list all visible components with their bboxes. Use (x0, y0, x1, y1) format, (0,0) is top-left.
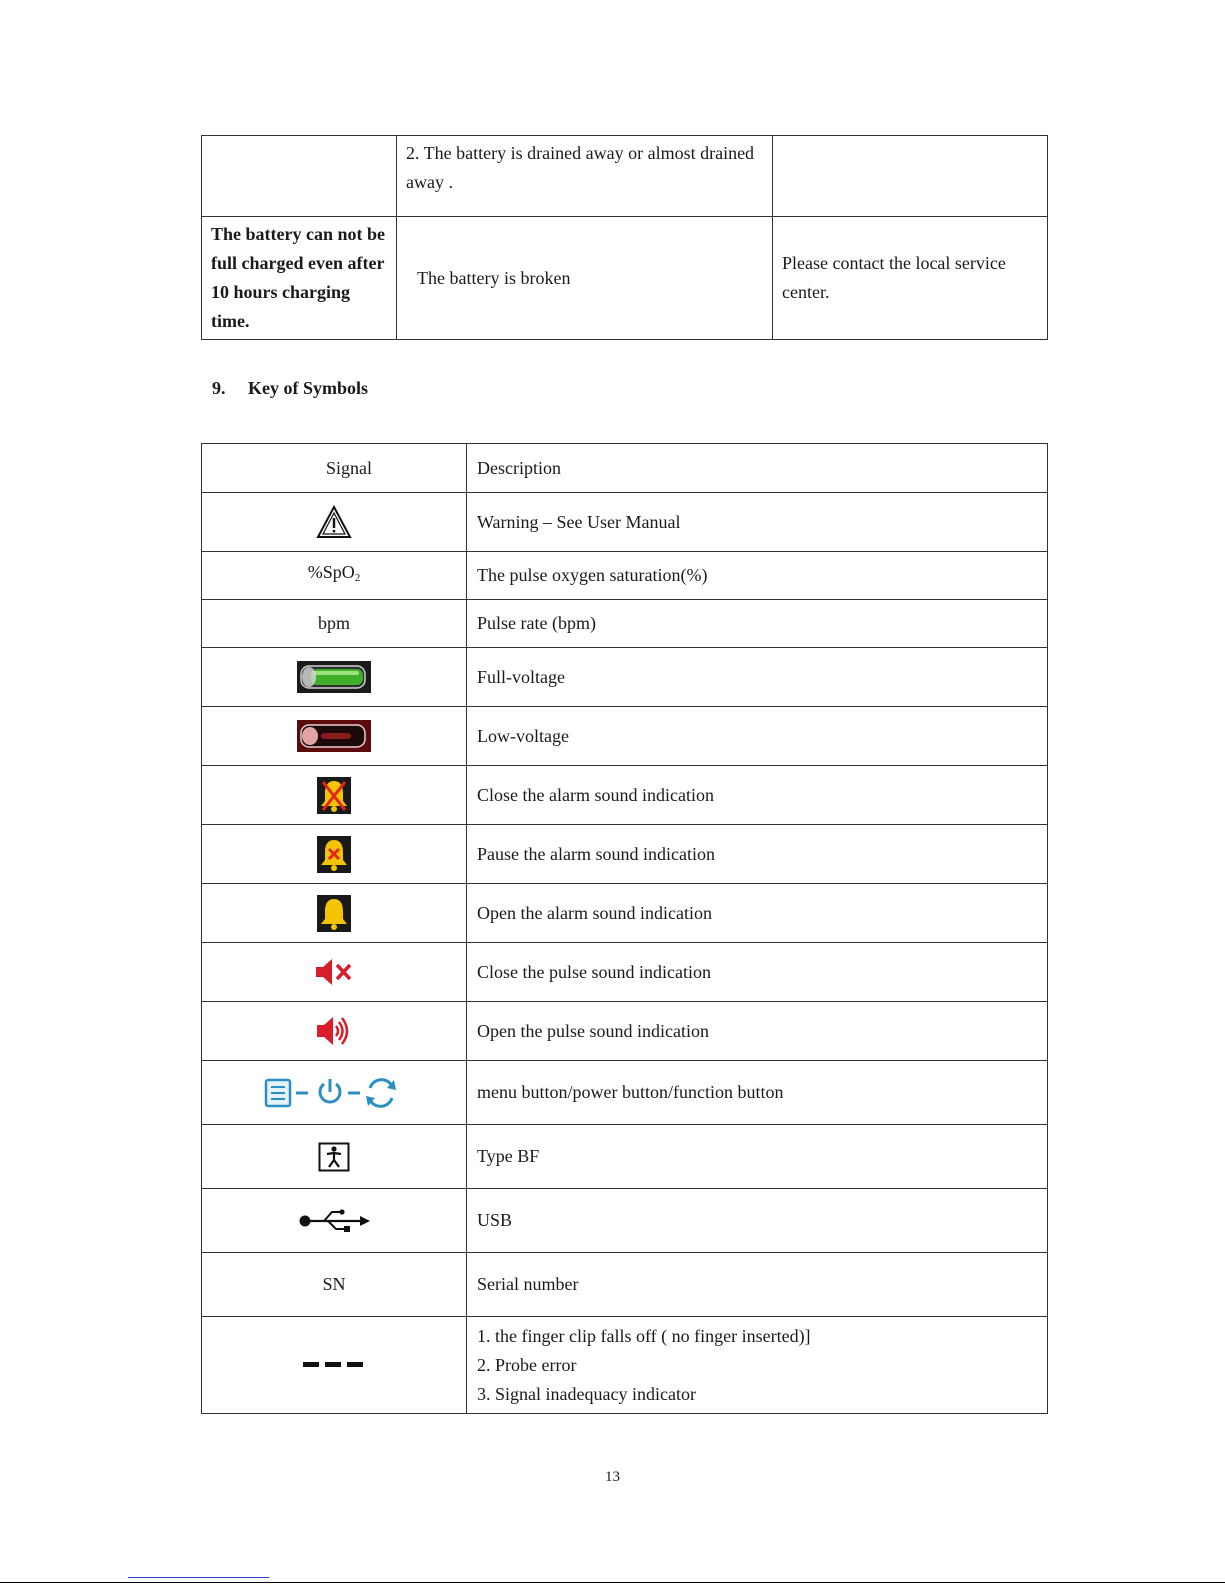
description-line: 2. Probe error (477, 1354, 577, 1375)
description-cell: Open the pulse sound indication (467, 1002, 1048, 1061)
symbol-row (202, 648, 1048, 707)
signal-cell (202, 884, 467, 943)
symbol-row (202, 825, 1048, 884)
section-number: 9. (212, 378, 226, 398)
description-cell: Low-voltage (467, 707, 1048, 766)
battery-low-icon (297, 720, 371, 752)
symbols-header-row (202, 444, 1048, 493)
signal-header: Signal (202, 444, 467, 493)
description-line: 3. Signal inadequacy indicator (477, 1383, 696, 1404)
description-cell: Open the alarm sound indication (467, 884, 1048, 943)
symbol-row (202, 1125, 1048, 1189)
signal-cell (202, 707, 467, 766)
signal-cell (202, 1189, 467, 1253)
symbol-row (202, 600, 1048, 648)
dashes-icon (303, 1361, 365, 1369)
symbol-row (202, 1002, 1048, 1061)
symbol-row (202, 1253, 1048, 1317)
description-cell: Pulse rate (bpm) (467, 600, 1048, 648)
battery-full-icon (297, 661, 371, 693)
signal-cell (202, 766, 467, 825)
alarm-closed-icon (317, 777, 351, 814)
symbol-row (202, 766, 1048, 825)
symbols-table (201, 443, 1048, 1414)
cause-cell: The battery is broken (397, 217, 773, 340)
alarm-paused-icon (317, 836, 351, 873)
problem-cell: The battery can not be full charged even after 10 hours charging time. (202, 217, 397, 340)
signal-cell (202, 1317, 467, 1414)
signal-cell (202, 943, 467, 1002)
symbol-row (202, 943, 1048, 1002)
section-heading (212, 378, 368, 399)
description-cell: USB (467, 1189, 1048, 1253)
description-cell: Full-voltage (467, 648, 1048, 707)
page-number: 13 (605, 1469, 620, 1485)
troubleshooting-table (201, 135, 1048, 340)
type-bf-icon (318, 1142, 350, 1172)
warning-triangle-icon (316, 505, 352, 539)
problem-cell (202, 136, 397, 217)
description-line: 1. the finger clip falls off ( no finger inserted)] (477, 1325, 811, 1346)
pulse-sound-on-icon (315, 1013, 353, 1049)
symbol-row (202, 1189, 1048, 1253)
footer-link-underline (128, 1577, 269, 1578)
section-title: Key of Symbols (248, 378, 369, 398)
cause-cell: 2. The battery is drained away or almost drained away . (397, 136, 773, 217)
spo2-subscript: 2 (354, 572, 361, 584)
description-cell: menu button/power button/function button (467, 1061, 1048, 1125)
signal-cell (202, 552, 467, 600)
pulse-sound-off-icon (314, 955, 354, 989)
description-cell: Close the alarm sound indication (467, 766, 1048, 825)
description-cell: Pause the alarm sound indication (467, 825, 1048, 884)
description-cell (467, 1317, 1048, 1414)
symbol-row (202, 1061, 1048, 1125)
symbol-row (202, 884, 1048, 943)
trouble-row (202, 136, 1048, 217)
description-header: Description (467, 444, 1048, 493)
description-cell: Serial number (467, 1253, 1048, 1317)
signal-cell (202, 648, 467, 707)
spo2-label: %SpO (307, 562, 355, 582)
description-cell: The pulse oxygen saturation(%) (467, 552, 1048, 600)
description-cell: Type BF (467, 1125, 1048, 1189)
symbol-row (202, 493, 1048, 552)
signal-cell (202, 1061, 467, 1125)
symbol-row (202, 707, 1048, 766)
trouble-row (202, 217, 1048, 340)
usb-icon (298, 1207, 370, 1235)
signal-cell (202, 493, 467, 552)
alarm-open-icon (317, 895, 351, 932)
menu-power-function-buttons-icon (264, 1076, 404, 1110)
solution-cell (773, 136, 1048, 217)
description-cell: Warning – See User Manual (467, 493, 1048, 552)
signal-cell: SN (202, 1253, 467, 1317)
signal-cell (202, 825, 467, 884)
signal-cell: bpm (202, 600, 467, 648)
symbol-row (202, 552, 1048, 600)
signal-cell (202, 1002, 467, 1061)
solution-cell: Please contact the local service center. (773, 217, 1048, 340)
symbol-row (202, 1317, 1048, 1414)
footer-rule (0, 1582, 1225, 1583)
description-cell: Close the pulse sound indication (467, 943, 1048, 1002)
signal-cell (202, 1125, 467, 1189)
